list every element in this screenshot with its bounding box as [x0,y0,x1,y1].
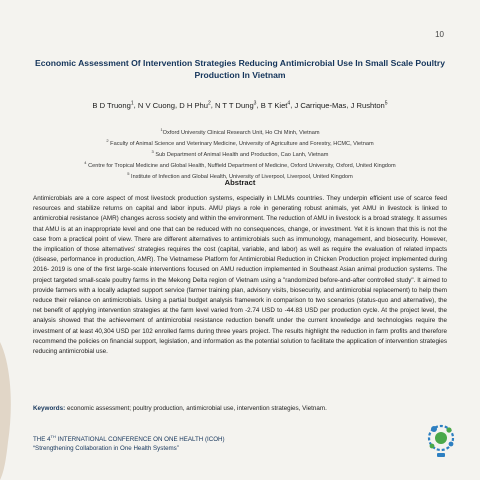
conference-footer [33,432,333,453]
conference-theme: “Strengthening Collaboration in One Health Systems” [33,445,179,453]
page-number: 10 [435,30,444,39]
one-health-logo-icon [424,420,458,460]
keywords-text: economic assessment; poultry production, antimicrobial use, intervention strategies, Vietnam. [66,405,327,412]
author: J Rushton$^5$ [350,100,388,110]
author: J Carrique-Mas [294,100,347,110]
abstract-heading: Abstract [224,178,256,187]
decorative-side-shape [0,342,14,480]
keywords-label: Keywords: [33,405,66,412]
author: N T T Dung$^3$ [214,100,257,110]
author: N V Cuong [137,100,176,110]
affiliation-list [20,126,460,181]
paper-title: Economic Assessment Of Intervention Strategies Reducing Antimicrobial Use In Small Scale Poultry Production In Vietnam [34,58,446,80]
affiliation: $^2$ Faculty of Animal Science and Veterinary Medicine, University of Agriculture and Forestry, HCMC, Vietnam [106,138,374,147]
affiliation: $^1$Oxford University Clinical Research Unit, Ho Chi Minh, Vietnam [160,127,320,136]
affiliation: $^4$ Centre for Tropical Medicine and Global Health, Nuffield Department of Medicine, Oxford University, Oxford, United Kingdom [84,160,396,170]
author: B D Truong$^1$ [92,100,134,110]
keywords-line [33,404,447,414]
affiliation: $^5$ Institute of Infection and Global Health, University of Liverpool, Liverpool, United Kingdom [127,171,353,181]
author: B T Kiet$^4$ [260,100,291,110]
author-list: B D Truong$^1$, N V Cuong, D H Phu$^2$, N T T Dung$^3$, B T Kiet$^4$, J Carrique-Mas, J Rushton$^5$ [92,100,388,110]
author: D H Phu$^2$ [179,100,211,110]
affiliation: $^3$ Sub Department of Animal Health and Production, Cao Lanh, Vietnam [151,149,329,158]
abstract-body: Antimicrobials are a core aspect of most livestock production systems, especially in LMLMs countries. They underpin efficient use of scarce feed resources and stabilize returns on capital and labor inputs. AMU plays a role in generating robust animals, yet AMU in livestock is linked to antimicrobial resistance (AMR) changes across society and within the environment. The reduction of AMU in livestock is a broad strategy. It assumes that AMU is at an inappropriate level and one that can be reduced with no consequences, change, or investment. Yet it is known that this is not the case from a practical point of view. There are different alternatives to antimicrobials such as immunology, management, and biosecurity. However, the implication of those alternatives' strategies requires the cost (capital, variable, and labor) as well as require the evaluation of related impacts (disease, performance in production, AMR). The Vietnamese Platform for Antimicrobial Reduction in Chicken Production project implemented during 2016- 2019 is one of the first large-scale interventions focused on AMU reduction implemented in Southeast Asian animal production systems. The project targeted small-scale poultry farms in the Mekong Delta region of Vietnam using a "randomized before-and-after controlled study". It aimed to provide farmers with a locally adapted support service (farmer training plan, advisory visits, biosecurity, and antimicrobial replacement) to help them reduce their reliance on antimicrobials. Using a partial budget analysis framework in comparison to two scenarios (status-quo and alternative), the net benefit of applying intervention strategies at the farm level varied from -2.74 USD to -44.83 USD per production cycle. At the project level, the analysis showed that the achievement of antimicrobial resistance reduction benefit under the current knowledge and technologies require the investment of at least 40,304 USD per 102 enrolled farms during three years project. The results highlight the reduction in farm profits and therefore recommend the policies on financial support, legislation, and information as the potential solution to facilitate the application of intervention strategies reducing antimicrobial use. [33,195,447,356]
conference-name: THE 4TH INTERNATIONAL CONFERENCE ON ONE HEALTH (ICOH) [33,434,225,444]
